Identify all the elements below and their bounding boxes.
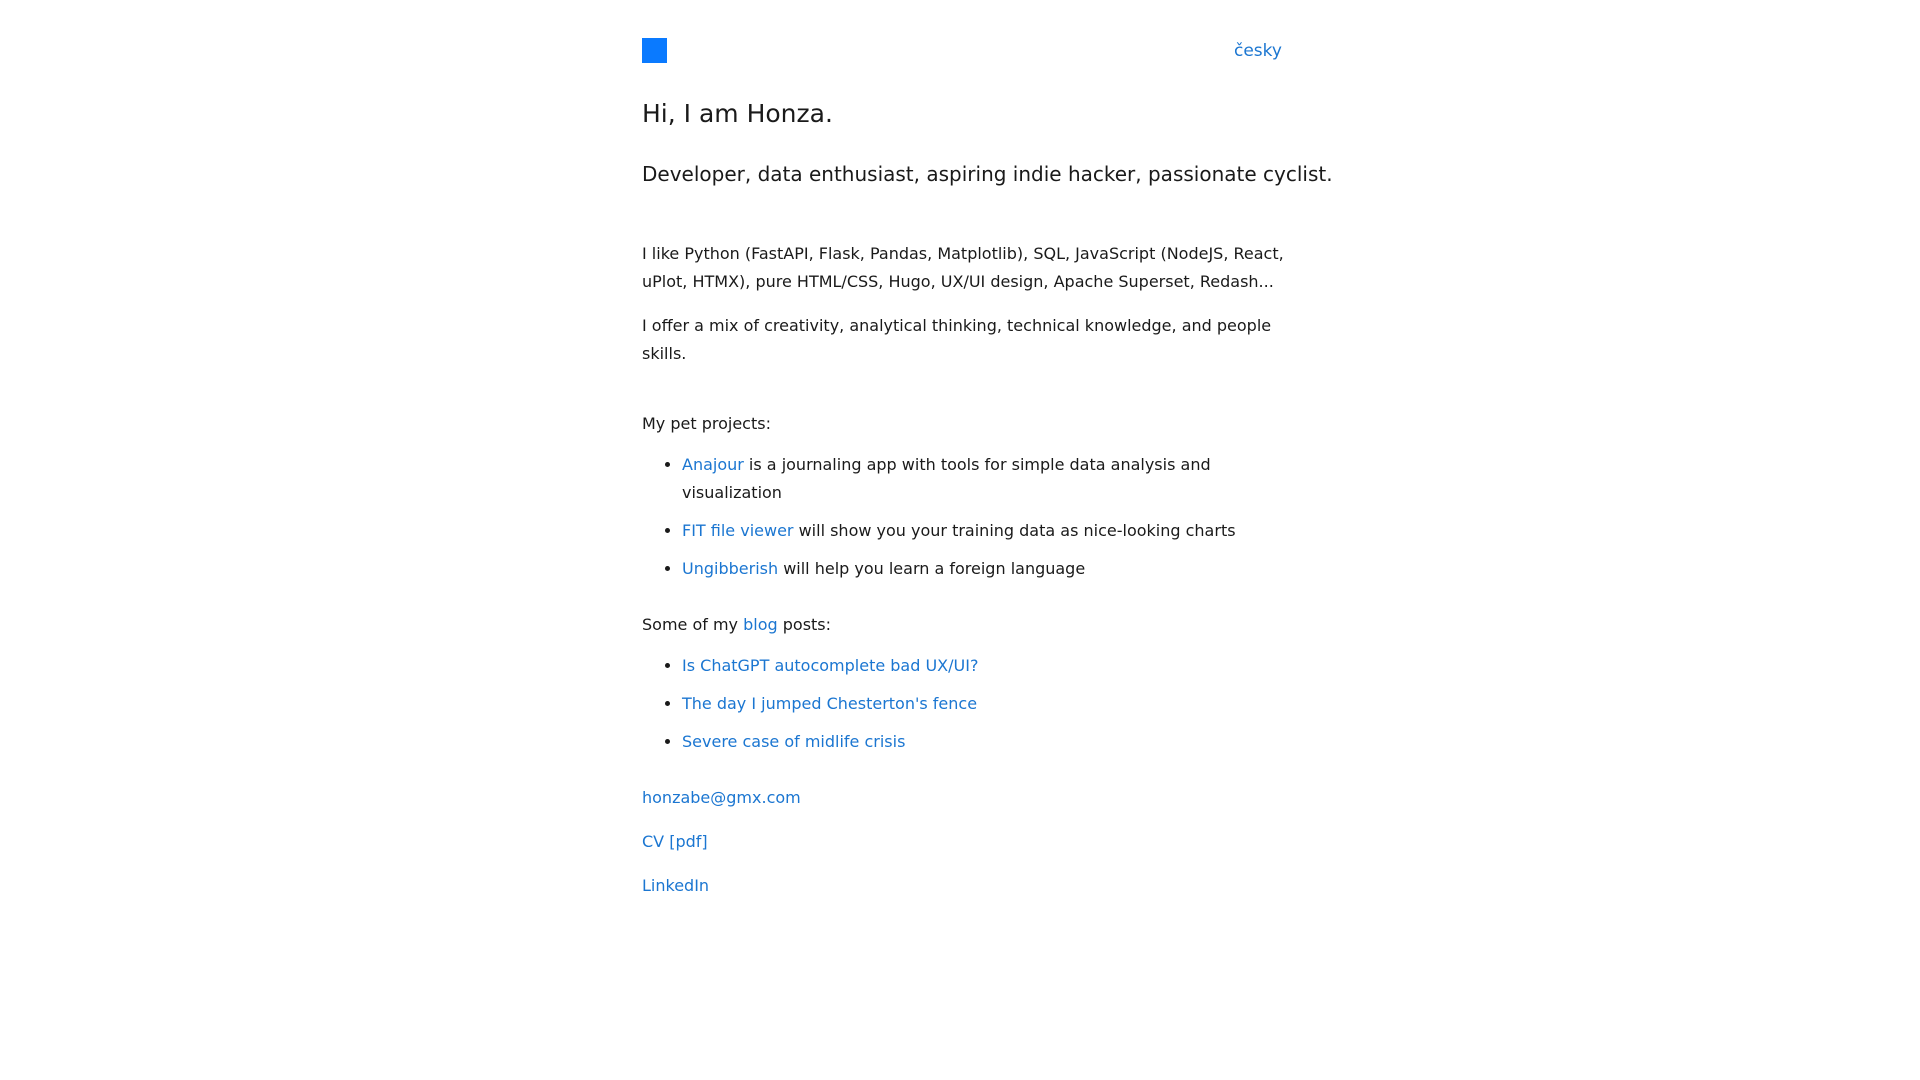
offer-paragraph: I offer a mix of creativity, analytical thinking, technical knowledge, and people skills.	[642, 316, 1272, 363]
posts-list	[642, 652, 1302, 756]
email-link[interactable]: honzabe@gmx.com	[642, 788, 801, 807]
page-content	[642, 38, 1333, 895]
post-link[interactable]: Severe case of midlife crisis	[682, 732, 906, 751]
list-item	[682, 690, 1302, 718]
cv-link[interactable]: CV [pdf]	[642, 832, 708, 851]
language-switch-link[interactable]: česky	[1234, 41, 1282, 61]
project-description: will help you learn a foreign language	[778, 559, 1086, 578]
posts-label-after: posts:	[777, 615, 832, 634]
projects-label: My pet projects:	[642, 414, 771, 433]
list-item	[682, 652, 1302, 680]
post-link[interactable]: The day I jumped Chesterton's fence	[682, 694, 978, 713]
project-link-ungibberish[interactable]: Ungibberish	[682, 559, 779, 578]
project-link-anajour[interactable]: Anajour	[682, 455, 744, 474]
blog-link[interactable]: blog	[743, 615, 778, 634]
list-item	[682, 517, 1302, 545]
tagline: Developer, data enthusiast, aspiring indie hacker, passionate cyclist.	[642, 162, 1333, 186]
logo-square-icon[interactable]	[642, 38, 667, 63]
linkedin-link[interactable]: LinkedIn	[642, 876, 710, 895]
project-description: is a journaling app with tools for simple data analysis and visualization	[682, 455, 1211, 502]
list-item	[682, 728, 1302, 756]
projects-list	[642, 451, 1302, 583]
post-link[interactable]: Is ChatGPT autocomplete bad UX/UI?	[682, 656, 979, 675]
posts-label-before: Some of my	[642, 615, 744, 634]
project-link-fit-file-viewer[interactable]: FIT file viewer	[682, 521, 794, 540]
list-item	[682, 451, 1302, 507]
skills-paragraph: I like Python (FastAPI, Flask, Pandas, Matplotlib), SQL, JavaScript (NodeJS, React, uPlot, HTMX), pure HTML/CSS, Hugo, UX/UI design, Apache Superset, Redash...	[642, 244, 1284, 291]
contact-section	[642, 784, 1302, 900]
header	[642, 38, 1302, 63]
posts-label	[642, 611, 1302, 639]
page-title: Hi, I am Honza.	[642, 99, 833, 128]
project-description: will show you your training data as nice-looking charts	[793, 521, 1236, 540]
list-item	[682, 555, 1302, 583]
main-body	[642, 240, 1302, 916]
